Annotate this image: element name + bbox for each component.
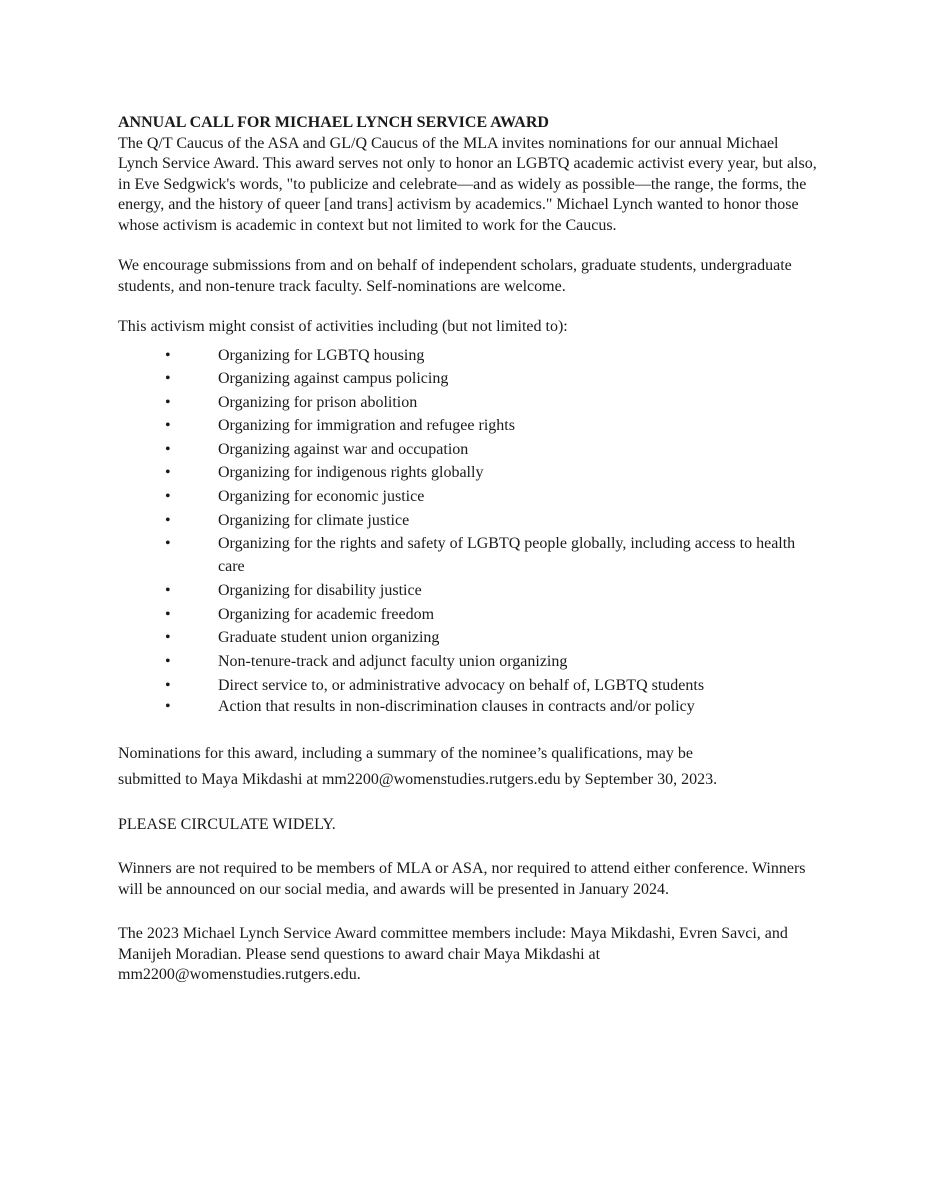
encourage-paragraph: We encourage submissions from and on behalf of independent scholars, graduate students, undergraduate students, and non-tenure track faculty. Self-nominations are welcome. [118,257,792,295]
list-item: • Organizing against war and occupation [118,438,818,462]
bullet-icon: • [165,511,171,529]
list-intro: This activism might consist of activities including (but not limited to): [118,318,568,335]
bullet-icon: • [165,464,171,482]
bullet-icon: • [165,417,171,435]
list-item: • Organizing for economic justice [118,485,818,509]
bullet-icon: • [165,535,171,553]
list-item: • Organizing for prison abolition [118,391,818,415]
list-item: • Organizing for indigenous rights globally [118,461,818,485]
spacer [118,297,818,317]
page-title: ANNUAL CALL FOR MICHAEL LYNCH SERVICE AWARD [118,114,549,131]
nominations-line-1: Nominations for this award, including a summary of the nominee’s qualifications, may be [118,744,693,762]
list-item: • Direct service to, or administrative advocacy on behalf of, LGBTQ students [165,676,705,694]
spacer [118,900,818,924]
winners-paragraph: Winners are not required to be members of MLA or ASA, nor required to attend either conference. Winners will be announced on our social media, and awards will be presented in January 2024. [118,860,806,898]
bullet-icon: • [165,653,171,671]
spacer [118,236,818,256]
bullet-icon: • [165,440,171,458]
intro-paragraph: The Q/T Caucus of the ASA and GL/Q Caucus of the MLA invites nominations for our annual Michael Lynch Service Award. This award serves not only to honor an LGBTQ academic activist every year, but also, in Eve Sedgwick's words, "to publicize and celebrate—and as widely as possible—the range, the forms, the energy, and the history of queer [and trans] activism by academics." Michael Lynch wanted to honor those whose activism is academic in context but not limited to work for the Caucus. [118,134,817,234]
bullet-icon: • [165,629,171,647]
bullet-icon: • [165,697,171,715]
bullet-icon: • [165,346,171,364]
list-item: • Organizing against campus policing [118,367,818,391]
document-body [118,113,818,986]
list-item: • Organizing for disability justice [118,579,818,603]
spacer [118,835,818,859]
nominations-line-2: submitted to Maya Mikdashi at mm2200@womenstudies.rutgers.edu by September 30, 2023. [118,771,718,789]
list-item: • Organizing for the rights and safety of LGBTQ people globally, including access to health care [118,532,818,578]
bullet-icon: • [165,605,171,623]
circulate-notice: PLEASE CIRCULATE WIDELY. [118,815,336,833]
list-item: • Organizing for immigration and refugee rights [118,414,818,438]
list-item: • Graduate student union organizing [118,626,818,650]
bullet-icon: • [165,370,171,388]
list-item: • Organizing for academic freedom [118,603,818,627]
bullet-icon: • [165,488,171,506]
bullet-icon: • [165,676,171,694]
bullet-icon: • [165,582,171,600]
list-item: • Action that results in non-discrimination clauses in contracts and/or policy [165,697,695,715]
committee-paragraph: The 2023 Michael Lynch Service Award committee members include: Maya Mikdashi, Evren Savci, and Manijeh Moradian. Please send questions to award chair Maya Mikdashi at mm2200@womenstudies.rutgers.edu. [118,925,788,984]
bullet-icon: • [165,393,171,411]
spacer [118,716,818,744]
list-item: • Organizing for LGBTQ housing [118,344,818,368]
list-item: • Non-tenure-track and adjunct faculty union organizing [118,650,818,674]
list-item: • Organizing for climate justice [118,509,818,533]
activities-list [118,344,818,716]
